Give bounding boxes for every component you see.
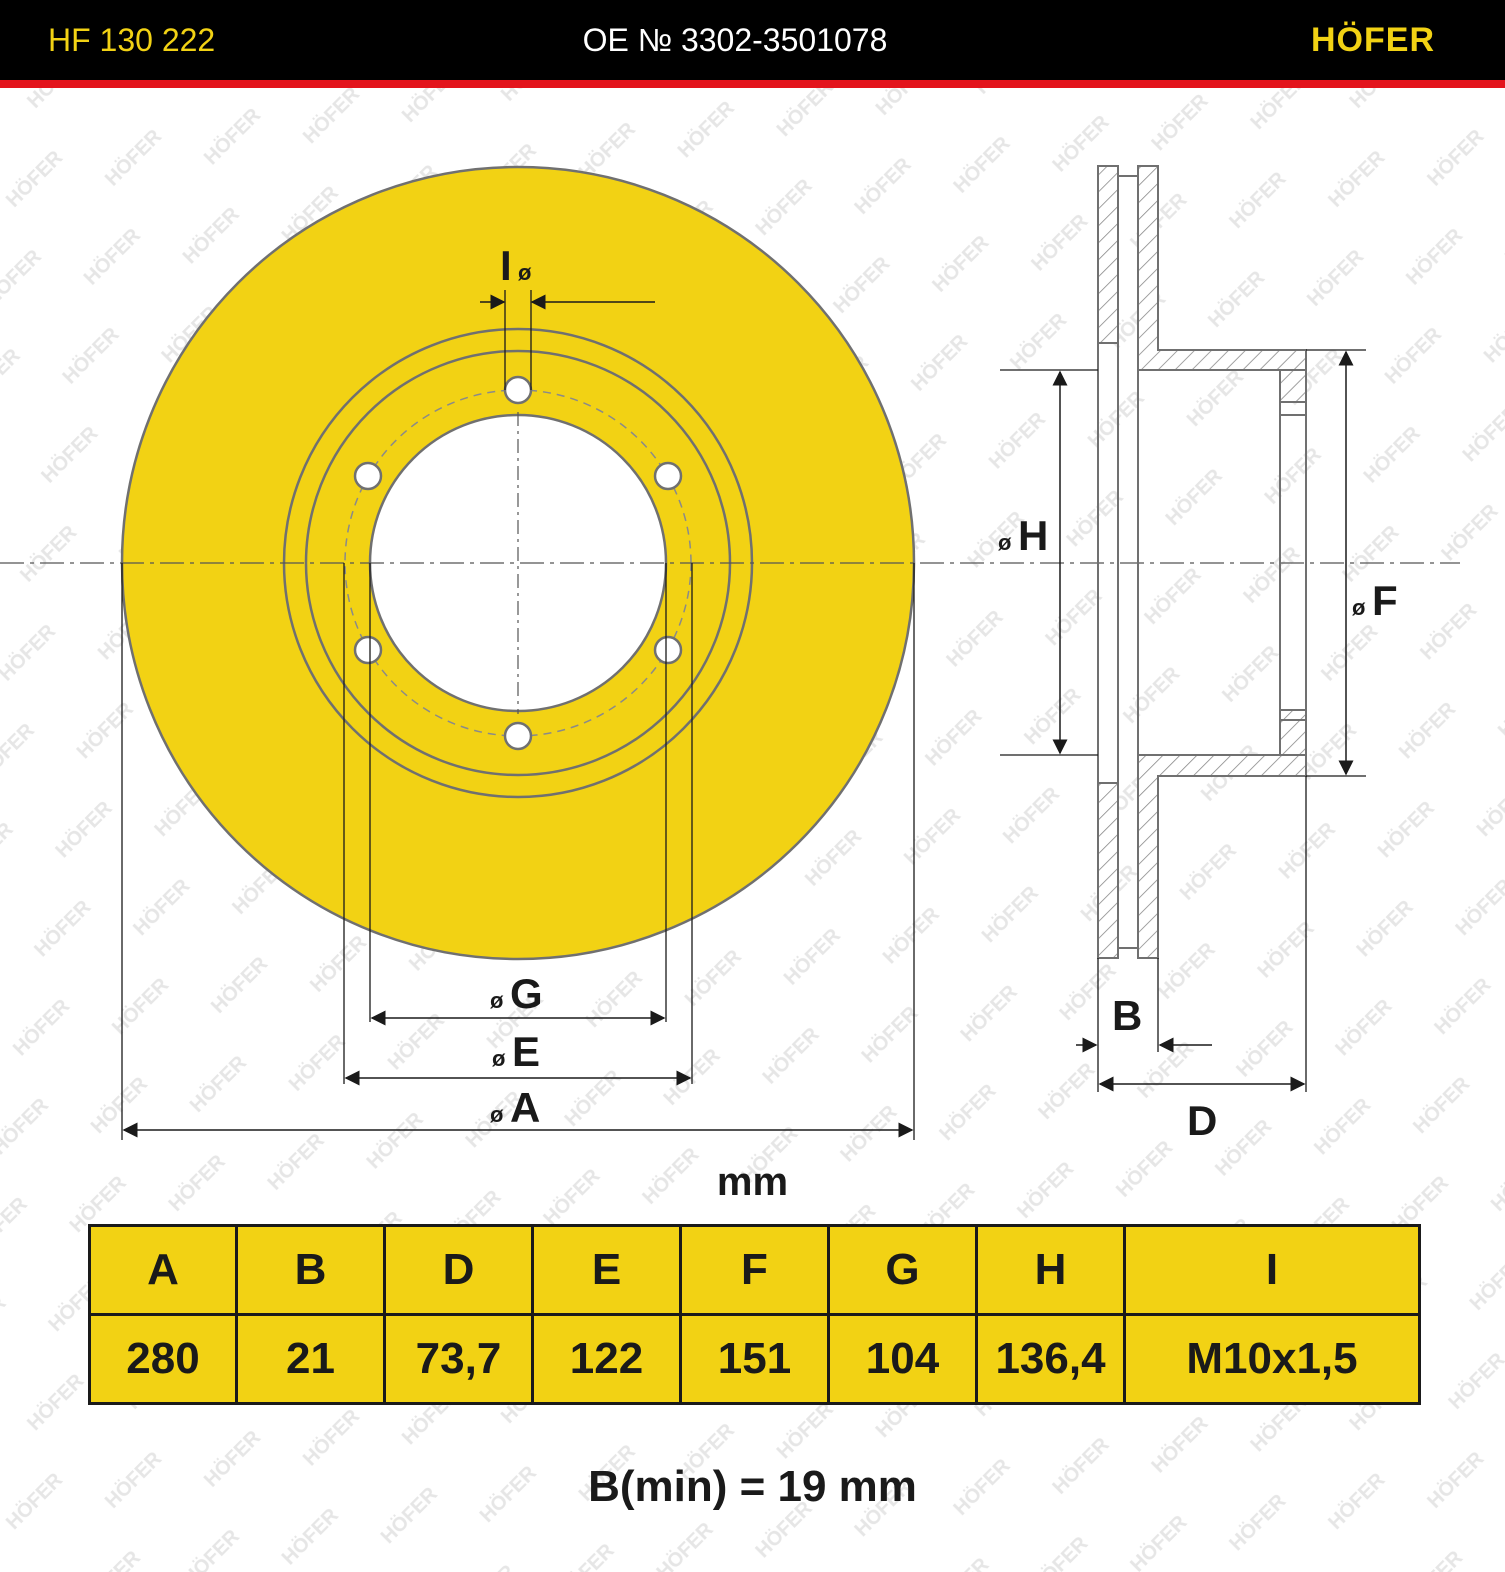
hat-wall-top <box>1280 370 1306 402</box>
svg-text:ø: ø <box>492 1046 506 1071</box>
dim-label-f: F <box>1372 577 1398 624</box>
hat-wall-bottom <box>1280 710 1306 755</box>
table-value-cell: 280 <box>90 1315 237 1404</box>
dim-label-i: I <box>500 242 512 289</box>
unit-label: mm <box>716 1160 789 1204</box>
table-header-cell: A <box>90 1226 237 1315</box>
disc-section-view <box>998 166 1398 1144</box>
dim-label-a: A <box>510 1084 541 1131</box>
table-value-cell: 104 <box>829 1315 977 1404</box>
svg-text:ø: ø <box>998 530 1012 555</box>
table-value-cell: 21 <box>237 1315 385 1404</box>
bolt-hole <box>655 637 681 663</box>
svg-text:ø: ø <box>518 260 532 285</box>
bolt-hole <box>655 463 681 489</box>
inner-plate-top <box>1138 166 1306 370</box>
table-value-cell: 73,7 <box>385 1315 533 1404</box>
svg-text:ø: ø <box>490 1102 504 1127</box>
dimensions-table <box>88 1224 1421 1405</box>
table-header-cell: B <box>237 1226 385 1315</box>
svg-text:ø: ø <box>490 988 504 1013</box>
min-thickness-note: B(min) = 19 mm <box>588 1462 917 1511</box>
disc-front-view <box>0 167 1460 1140</box>
outer-plate-top <box>1098 166 1118 343</box>
bolt-hole <box>505 723 531 749</box>
table-row <box>90 1315 1420 1404</box>
bolt-hole <box>505 377 531 403</box>
dim-label-h: H <box>1018 512 1049 559</box>
dim-label-d: D <box>1187 1097 1218 1144</box>
table-header-cell: I <box>1125 1226 1420 1315</box>
dim-label-g: G <box>510 970 543 1017</box>
table-header-cell: F <box>681 1226 829 1315</box>
table-header-cell: H <box>977 1226 1125 1315</box>
brand-logo: HÖFER <box>1311 21 1435 59</box>
oe-number: OE № 3302-3501078 <box>582 22 888 58</box>
table-header-cell: D <box>385 1226 533 1315</box>
table-header-row <box>90 1226 1420 1315</box>
outer-plate-bottom <box>1098 783 1118 958</box>
dim-label-e: E <box>512 1028 541 1075</box>
inner-plate-bottom <box>1138 755 1306 958</box>
table-value-cell: 122 <box>533 1315 681 1404</box>
table-value-cell: 136,4 <box>977 1315 1125 1404</box>
bolt-hole <box>355 637 381 663</box>
svg-text:ø: ø <box>1352 595 1366 620</box>
dim-label-b: B <box>1112 992 1143 1039</box>
table-value-cell: 151 <box>681 1315 829 1404</box>
table-header-cell: E <box>533 1226 681 1315</box>
table-value-cell: M10x1,5 <box>1125 1315 1420 1404</box>
part-number: HF 130 222 <box>48 22 216 58</box>
bolt-hole <box>355 463 381 489</box>
table-header-cell: G <box>829 1226 977 1315</box>
